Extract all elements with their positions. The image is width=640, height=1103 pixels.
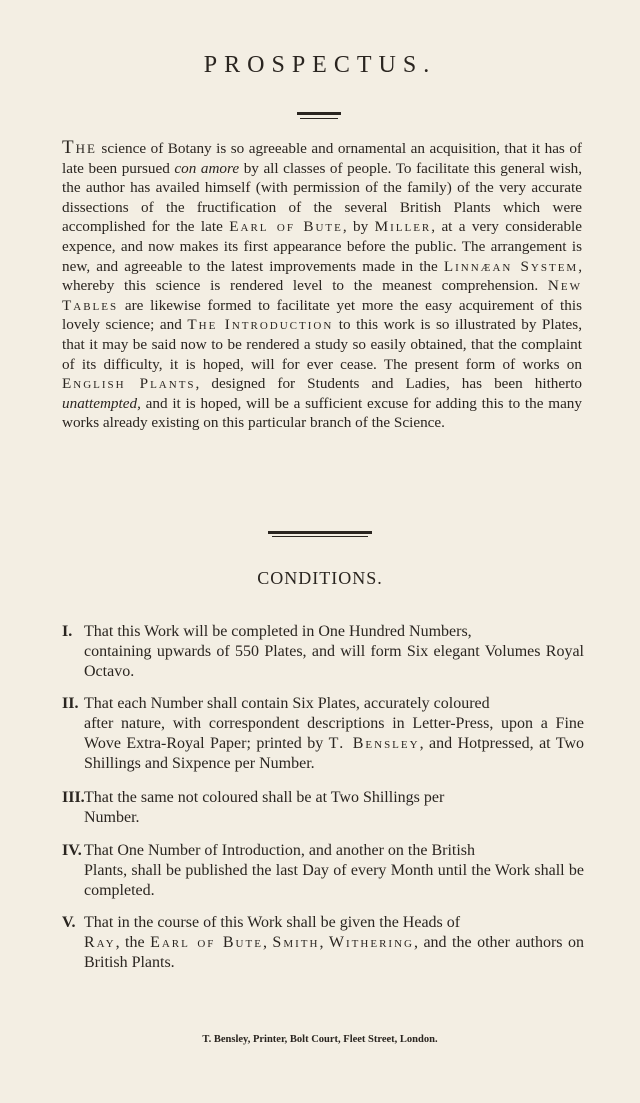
intro-the-introduction: The Introduction	[187, 316, 334, 334]
condition-item-5	[62, 913, 584, 973]
section-rule	[268, 531, 372, 534]
condition-number: III.	[62, 789, 85, 806]
condition-continuation: Number.	[84, 809, 140, 826]
condition-line	[62, 694, 584, 714]
condition-text: , the	[115, 934, 151, 951]
condition-number: V.	[62, 914, 76, 931]
intro-text-5: , whereby this science is rendered level to the meanest comprehension.	[62, 257, 582, 295]
conditions-heading: CONDITIONS.	[257, 568, 383, 588]
intro-text-1: science of Botany is so agreeable and ornamental an acquisition, that it has of late been pursued	[62, 140, 582, 177]
condition-line	[62, 788, 584, 808]
intro-italic-unattempted: unattempted	[62, 394, 138, 412]
condition-continuation: containing upwards of 550 Plates, and will form Six elegant Volumes Royal Octavo.	[84, 643, 584, 680]
intro-text-6: are likewise formed to facilitate yet more the easy acquirement of this lovely science; and	[62, 296, 582, 334]
condition-item-4	[62, 841, 584, 901]
condition-continuation: Plants, shall be published the last Day of every Month until the Work shall be completed.	[84, 862, 584, 899]
condition-number: IV.	[62, 842, 82, 859]
title-rule	[297, 112, 341, 115]
intro-italic-con-amore: con amore	[174, 159, 240, 177]
printer-imprint: T. Bensley, Printer, Bolt Court, Fleet Street, London.	[202, 1034, 438, 1045]
condition-number: I.	[62, 623, 73, 640]
intro-text-9: , and it is hoped, will be a sufficient excuse for adding this to the many works already existing on this particular branch of the Science.	[62, 394, 582, 432]
intro-new-tables: New Tables	[62, 277, 582, 314]
intro-text-8: , designed for Students and Ladies, has been hitherto	[195, 375, 583, 393]
condition-continuation	[62, 933, 584, 973]
author-ray: Ray	[84, 934, 116, 951]
condition-line	[62, 913, 584, 933]
condition-first-line: That this Work will be completed in One Hundred Numbers,	[84, 623, 472, 640]
condition-item-3	[62, 788, 584, 828]
intro-earl-of-bute: Earl of Bute	[229, 218, 343, 236]
intro-miller: Miller	[374, 218, 432, 236]
intro-english-plants: English Plants	[62, 375, 196, 393]
printer-name-bensley: T. Bensley	[328, 735, 420, 752]
condition-first-line: That the same not coloured shall be at Two Shillings per	[84, 789, 445, 806]
condition-number: II.	[62, 695, 79, 712]
condition-item-2	[62, 694, 584, 774]
author-withering: Withering	[328, 934, 414, 951]
intro-linnaean-system: Linnæan System	[443, 257, 579, 275]
condition-item-1	[62, 622, 584, 682]
condition-text: after nature, with correspondent descriptions in Letter-Press, upon a Fine Wove Extra-Royal Paper; printed by	[84, 715, 584, 752]
title-rule-thin	[300, 118, 338, 119]
intro-text-7: to this work is so illustrated by Plates, that it may be said now to be rendered a study so easily obtained, that the complaint of its difficulty, it is hoped, will for ever cease. The present form of works on	[62, 316, 583, 373]
condition-line	[62, 841, 584, 861]
intro-text-2: by all classes of people. To facilitate this general wish, the author has availed himself (with permission of the family) of the very accurate dissections of the fructification of the several British Plants which were accomplished for the late	[62, 159, 583, 236]
condition-line	[62, 622, 584, 642]
condition-text: , and Hotpressed, at Two Shillings and Sixpence per Number.	[84, 735, 585, 772]
condition-text: ,	[262, 934, 273, 951]
intro-text-3: , by	[342, 218, 375, 236]
intro-text-4: , at a very considerable expence, and now makes its first appearance before the public. The arrangement is new, and agreeable to the latest improvements made in the	[62, 218, 583, 275]
section-rule-thin	[272, 536, 368, 537]
intro-paragraph	[62, 138, 582, 433]
condition-first-line: That each Number shall contain Six Plates, accurately coloured	[84, 695, 490, 712]
page-title: PROSPECTUS.	[203, 52, 437, 78]
condition-continuation	[62, 714, 584, 774]
condition-first-line: That in the course of this Work shall be given the Heads of	[84, 914, 461, 931]
condition-text: , and the other authors on British Plants.	[84, 934, 585, 971]
author-smith: Smith	[272, 934, 320, 951]
intro-lead-word: The	[62, 137, 97, 158]
condition-text: ,	[319, 934, 329, 951]
author-earl-of-bute: Earl of Bute	[150, 934, 263, 951]
condition-first-line: That One Number of Introduction, and another on the British	[84, 842, 476, 859]
